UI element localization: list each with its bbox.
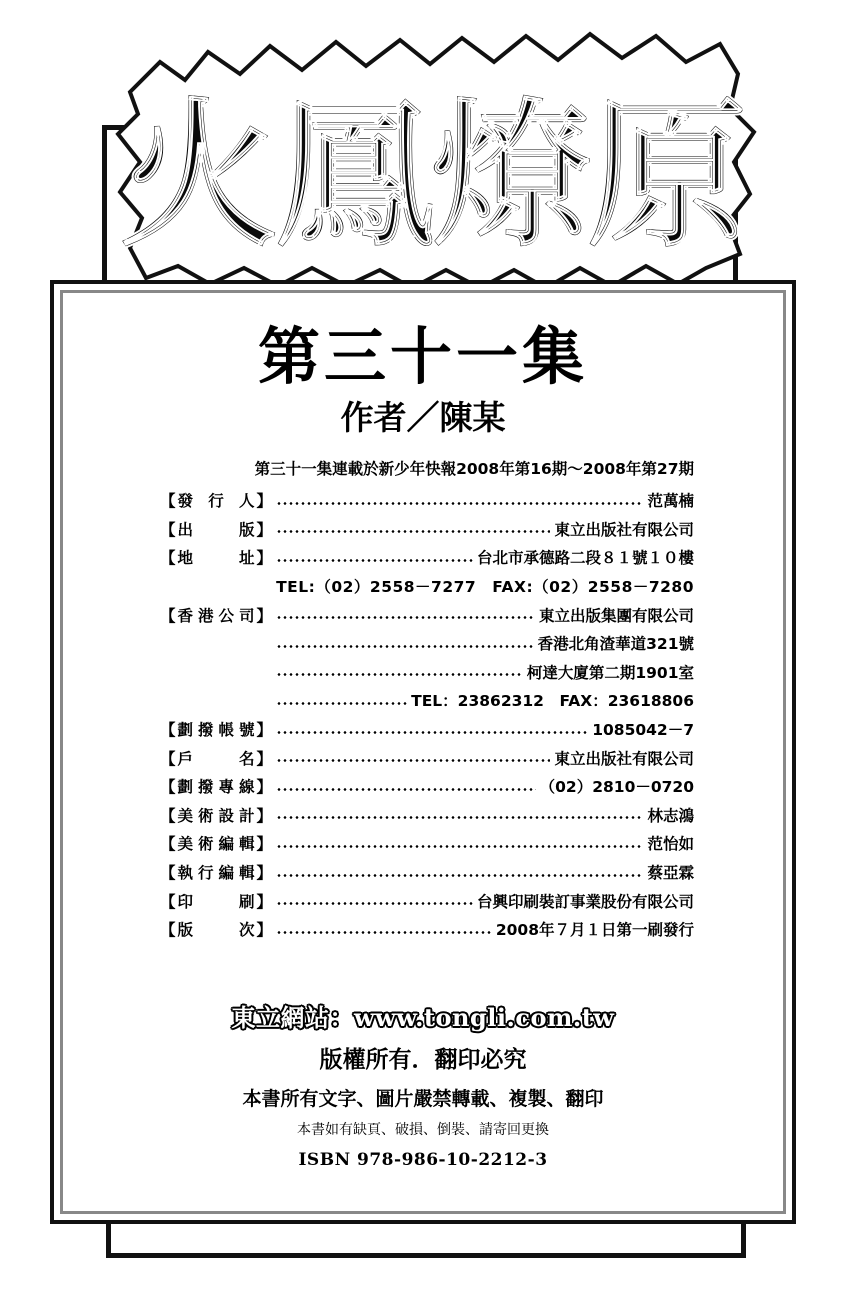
leader-dots	[276, 645, 534, 648]
leader-dots	[276, 931, 492, 934]
leader-dots	[276, 616, 535, 619]
credit-row	[160, 572, 694, 601]
credit-row	[160, 658, 694, 687]
colophon-panel	[50, 280, 796, 1224]
leader-dots	[276, 845, 643, 848]
author-line: 作者／陳某	[340, 398, 506, 437]
leader-dots	[276, 788, 536, 791]
credit-row	[160, 600, 694, 629]
credit-label: 【 執行編輯 】	[160, 864, 272, 883]
leader-dots	[276, 559, 473, 562]
credit-label: 【 地 址 】	[160, 549, 272, 568]
volume-number: 第三十一集	[257, 320, 588, 393]
reproduction-prohibition: 本書所有文字、圖片嚴禁轉載、複製、翻印	[242, 1088, 604, 1110]
credit-value: 范萬楠	[647, 492, 694, 511]
credit-value: TEL：23862312 FAX：23618806	[411, 692, 694, 711]
credit-label: 【 美術設計 】	[160, 806, 272, 825]
credit-value: 香港北角渣華道321號	[537, 635, 694, 654]
credit-value: 東立出版社有限公司	[554, 749, 694, 768]
credit-row	[160, 801, 694, 830]
leader-dots	[276, 874, 643, 877]
credit-value: 東立出版社有限公司	[554, 520, 694, 539]
credit-row	[160, 858, 694, 887]
credit-row	[160, 886, 694, 915]
credit-value: 林志鴻	[647, 806, 694, 825]
credit-value: 東立出版集團有限公司	[538, 606, 694, 625]
credit-value: 台北市承德路二段８１號１０樓	[476, 549, 694, 568]
website-link[interactable]: 東立網站：www.tongli.com.tw	[231, 1003, 615, 1032]
credit-label: 【 版 次 】	[160, 921, 272, 940]
credit-row	[160, 772, 694, 801]
credit-row	[160, 743, 694, 772]
credit-row	[160, 543, 694, 572]
leader-dots	[276, 702, 407, 705]
credit-label: 【 發 行 人 】	[160, 492, 272, 511]
credit-row	[160, 629, 694, 658]
credit-value: 蔡亞霖	[647, 864, 694, 883]
credit-value: TEL:（02）2558－7277 FAX:（02）2558－7280	[276, 578, 694, 597]
credit-label: 【 劃撥專線 】	[160, 778, 272, 797]
leader-dots	[276, 502, 643, 505]
isbn: ISBN 978-986-10-2212-3	[298, 1150, 548, 1170]
credit-row	[160, 515, 694, 544]
leader-dots	[276, 902, 473, 905]
credit-value: 范怡如	[647, 835, 694, 854]
series-title	[90, 22, 770, 292]
credit-label: 【 印 刷 】	[160, 892, 272, 911]
series-title-text: 火鳳燎原	[118, 83, 742, 271]
leader-dots	[276, 759, 550, 762]
copyright-notice: 版權所有．翻印必究	[319, 1046, 527, 1073]
serialization-note: 第三十一集連載於新少年快報2008年第16期～2008年第27期	[254, 460, 694, 478]
leader-dots	[276, 731, 588, 734]
credit-label: 【 劃撥帳號 】	[160, 721, 272, 740]
credit-row	[160, 715, 694, 744]
leader-dots	[276, 673, 523, 676]
credit-label: 【 戶 名 】	[160, 749, 272, 768]
credit-value: 台興印刷裝訂事業股份有限公司	[476, 892, 694, 911]
credit-value: 2008年７月１日第一刷發行	[495, 921, 694, 940]
credit-value: （02）2810－0720	[539, 778, 694, 797]
credit-value: 柯達大廈第二期1901室	[526, 663, 694, 682]
return-notice: 本書如有缺頁、破損、倒裝、請寄回更換	[297, 1122, 549, 1138]
credit-label: 【 出 版 】	[160, 520, 272, 539]
credit-value: 1085042－7	[592, 721, 694, 740]
credit-label: 【 美術編輯 】	[160, 835, 272, 854]
credit-label: 【 香港公司 】	[160, 606, 272, 625]
credit-row	[160, 829, 694, 858]
credit-row	[160, 486, 694, 515]
credit-row	[160, 686, 694, 715]
leader-dots	[276, 816, 643, 819]
leader-dots	[276, 530, 550, 533]
credit-row	[160, 915, 694, 944]
credits-list	[160, 486, 694, 944]
